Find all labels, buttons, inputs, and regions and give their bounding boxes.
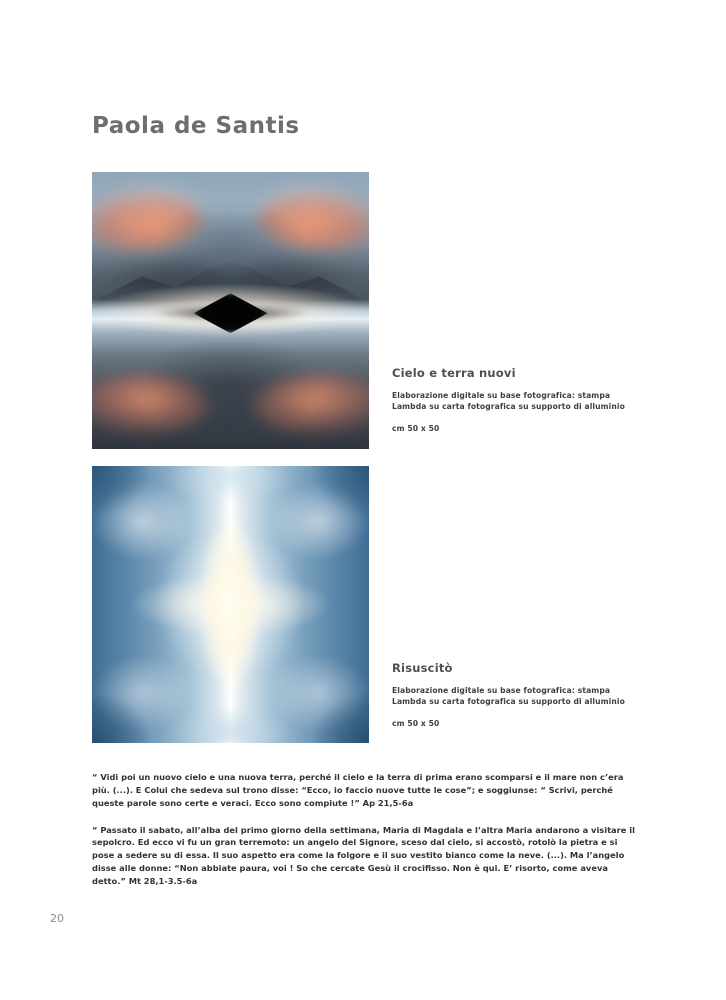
scripture-quote-apocalisse: “ Vidi poi un nuovo cielo e una nuova terra, perché il cielo e la terra di prima erano scomparsi e il mare non c’era più. (...). E Colui che sedeva sul trono disse: “Ecco, io faccio nuove tutte le cose”; e soggiunse: “ Scrivi, perché queste parole sono certe e veraci. Ecco sono compiute !” Ap 21,5-6a (92, 772, 624, 808)
artwork-image-2 (92, 466, 369, 743)
artwork-1-title: Cielo e terra nuovi (392, 366, 516, 380)
artwork-caption-1 (392, 366, 640, 433)
artwork-caption-2 (392, 661, 640, 728)
artwork-image-1 (92, 172, 369, 449)
scripture-quotes (92, 771, 637, 888)
page-number: 20 (50, 912, 64, 925)
artwork-1-dimensions: cm 50 x 50 (392, 423, 440, 433)
artwork-2-technique: Elaborazione digitale su base fotografica: stampa Lambda su carta fotografica su supporto di alluminio (392, 686, 625, 706)
artwork-1-technique: Elaborazione digitale su base fotografica: stampa Lambda su carta fotografica su supporto di alluminio (392, 391, 625, 411)
scripture-quote-matteo: “ Passato il sabato, all’alba del primo giorno della settimana, Maria di Magdala e l’altra Maria andarono a visitare il sepolcro. Ed ecco vi fu un gran terremoto: un angelo del Signore, sceso dal cielo, si accostò, rotolò la pietra e si pose a sedere su di essa. Il suo aspetto era come la folgore e il suo vestito bianco come la neve. (...). Ma l’angelo disse alle donne: “Non abbiate paura, voi ! So che cercate Gesù il crocifisso. Non è qui. E’ risorto, come aveva detto.” Mt 28,1-3.5-6a (92, 824, 635, 887)
artwork-2-central-light (92, 466, 369, 743)
page-title: Paola de Santis (92, 113, 300, 140)
artwork-2-dimensions: cm 50 x 50 (392, 718, 440, 728)
artwork-2-title: Risuscitò (392, 661, 453, 675)
